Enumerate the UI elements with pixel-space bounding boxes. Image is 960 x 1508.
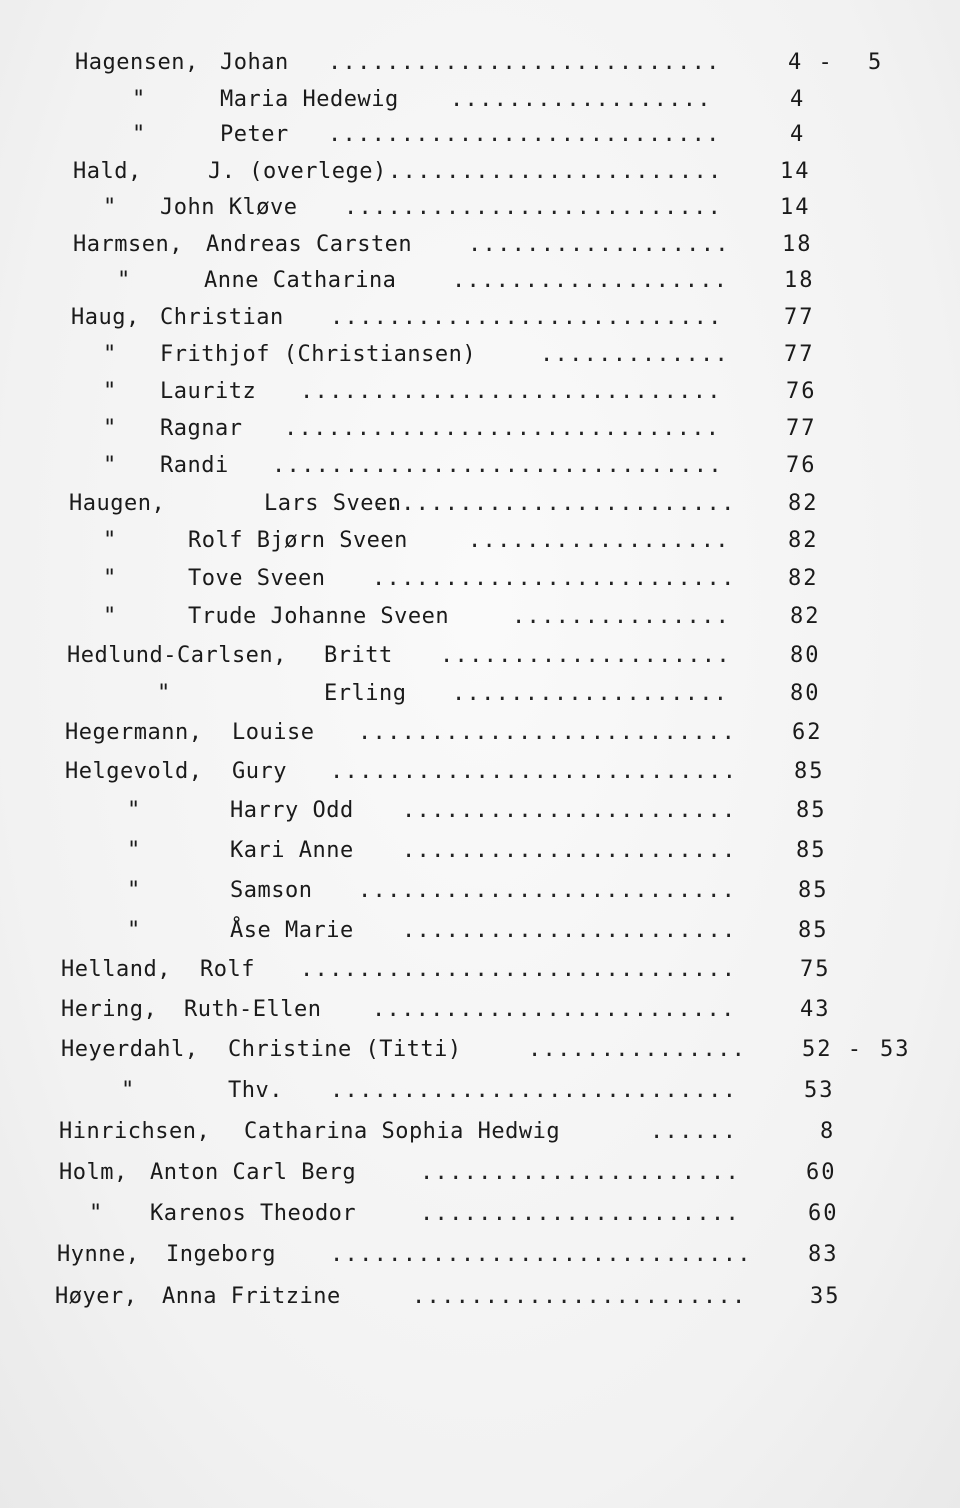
entry-given-name: Anna Fritzine <box>162 1284 341 1309</box>
entry-given-name: Louise <box>232 720 315 745</box>
leader-dots: ....................... <box>402 918 737 943</box>
index-entry <box>0 193 960 223</box>
entry-surname: Hagensen, <box>75 50 199 75</box>
entry-given-name: John Kløve <box>160 195 298 220</box>
page-number: 80 <box>790 643 821 668</box>
index-entry <box>0 157 960 187</box>
entry-given-name: Kari Anne <box>230 838 354 863</box>
page-number: 8 <box>820 1119 836 1144</box>
entry-surname: " <box>127 878 141 903</box>
entry-surname: " <box>132 122 146 147</box>
index-entry <box>0 340 960 370</box>
page-number: 85 <box>796 838 827 863</box>
entry-given-name: Andreas Carsten <box>206 232 413 257</box>
entry-surname: Hering, <box>61 997 158 1022</box>
page-number: 75 <box>800 957 831 982</box>
page-number: 4 <box>790 87 806 112</box>
entry-surname: Harmsen, <box>73 232 183 257</box>
entry-given-name: Christian <box>160 305 284 330</box>
leader-dots: .................. <box>468 528 730 553</box>
leader-dots: ................... <box>452 681 729 706</box>
index-entry <box>0 85 960 115</box>
index-entry <box>0 876 960 906</box>
leader-dots: ............................ <box>330 1078 738 1103</box>
page-number: 60 <box>806 1160 837 1185</box>
index-entry <box>0 1158 960 1188</box>
entry-surname: Hald, <box>73 159 142 184</box>
leader-dots: ............. <box>540 342 730 367</box>
page-number: 60 <box>808 1201 839 1226</box>
entry-given-name: Rolf <box>200 957 255 982</box>
leader-dots: ....................... <box>412 1284 747 1309</box>
page-number: 83 <box>808 1242 839 1267</box>
entry-surname: " <box>121 1078 135 1103</box>
index-entry <box>0 303 960 333</box>
leader-dots: ....................... <box>402 838 737 863</box>
entry-surname: Helgevold, <box>65 759 203 784</box>
leader-dots: ...................... <box>420 1201 740 1226</box>
page-number: 85 <box>798 878 829 903</box>
index-entry <box>0 602 960 632</box>
entry-surname: " <box>157 681 171 706</box>
entry-given-name: Lars Sveen <box>264 491 402 516</box>
index-entry <box>0 120 960 150</box>
entry-surname: " <box>103 604 117 629</box>
page-number: 82 <box>788 528 819 553</box>
page-number: 76 <box>786 453 817 478</box>
page-number: 62 <box>792 720 823 745</box>
index-entry <box>0 1076 960 1106</box>
entry-surname: " <box>127 838 141 863</box>
entry-surname: " <box>132 87 146 112</box>
page-number: 77 <box>784 305 815 330</box>
entry-given-name: Tove Sveen <box>188 566 326 591</box>
entry-surname: Hinrichsen, <box>59 1119 211 1144</box>
entry-surname: " <box>103 453 117 478</box>
index-entry <box>0 377 960 407</box>
index-entry <box>0 1117 960 1147</box>
entry-surname: Hegermann, <box>65 720 203 745</box>
leader-dots: ......................... <box>372 997 736 1022</box>
leader-dots: ......................... <box>372 491 736 516</box>
leader-dots: ...................... <box>420 1160 740 1185</box>
entry-surname: " <box>103 566 117 591</box>
leader-dots: .............................. <box>300 957 737 982</box>
leader-dots: ............................. <box>300 379 722 404</box>
page-number: 14 <box>780 195 811 220</box>
index-entry <box>0 48 960 78</box>
leader-dots: ....................... <box>402 798 737 823</box>
leader-dots: ............................... <box>272 453 723 478</box>
leader-dots: ...... <box>650 1119 738 1144</box>
entry-surname: Holm, <box>59 1160 128 1185</box>
index-entry <box>0 679 960 709</box>
entry-surname: " <box>103 379 117 404</box>
leader-dots: ......................... <box>372 566 736 591</box>
entry-surname: Hynne, <box>57 1242 140 1267</box>
index-entry <box>0 489 960 519</box>
entry-given-name: Gury <box>232 759 287 784</box>
entry-surname: Helland, <box>61 957 171 982</box>
entry-given-name: Samson <box>230 878 313 903</box>
entry-surname: " <box>89 1201 103 1226</box>
entry-given-name: Åse Marie <box>230 918 354 943</box>
entry-given-name: Trude Johanne Sveen <box>188 604 450 629</box>
leader-dots: ............................. <box>330 1242 752 1267</box>
entry-given-name: Catharina Sophia Hedwig <box>244 1119 561 1144</box>
entry-given-name: Rolf Bjørn Sveen <box>188 528 408 553</box>
entry-surname: " <box>103 416 117 441</box>
entry-given-name: Peter <box>220 122 289 147</box>
entry-surname: " <box>127 918 141 943</box>
index-entry <box>0 526 960 556</box>
page-number: 53 <box>804 1078 835 1103</box>
entry-surname: " <box>103 195 117 220</box>
leader-dots: ................... <box>452 268 729 293</box>
page-number: 82 <box>788 566 819 591</box>
entry-given-name: Harry Odd <box>230 798 354 823</box>
page-number: 82 <box>788 491 819 516</box>
leader-dots: ........................... <box>330 305 723 330</box>
entry-given-name: Ingeborg <box>166 1242 276 1267</box>
index-entry <box>0 414 960 444</box>
index-entry <box>0 1199 960 1229</box>
leader-dots: .................... <box>440 643 731 668</box>
leader-dots: ............... <box>512 604 731 629</box>
entry-given-name: Randi <box>160 453 229 478</box>
leader-dots: .......................... <box>358 878 737 903</box>
entry-surname: " <box>103 342 117 367</box>
entry-surname: " <box>117 268 131 293</box>
leader-dots: ............... <box>528 1037 747 1062</box>
entry-given-name: Christine (Titti) <box>228 1037 462 1062</box>
entry-surname: " <box>103 528 117 553</box>
index-entry <box>0 564 960 594</box>
leader-dots: ............................ <box>330 759 738 784</box>
index-entry <box>0 718 960 748</box>
entry-given-name: Anne Catharina <box>204 268 397 293</box>
page-number: 43 <box>800 997 831 1022</box>
index-entry <box>0 1282 960 1312</box>
entry-surname: " <box>127 798 141 823</box>
entry-given-name: Maria Hedewig <box>220 87 399 112</box>
page-number: 14 <box>780 159 811 184</box>
index-entry <box>0 796 960 826</box>
entry-given-name: Ragnar <box>160 416 243 441</box>
entry-given-name: Johan <box>220 50 289 75</box>
leader-dots: .......................... <box>358 720 737 745</box>
entry-surname: Haug, <box>71 305 140 330</box>
page-number-end: 53 <box>880 1037 911 1062</box>
page-number: 77 <box>784 342 815 367</box>
page-number: 80 <box>790 681 821 706</box>
entry-given-name: Thv. <box>228 1078 283 1103</box>
leader-dots: .................. <box>468 232 730 257</box>
entry-surname: Heyerdahl, <box>61 1037 199 1062</box>
page-number: 85 <box>794 759 825 784</box>
index-entry <box>0 266 960 296</box>
entry-given-name: J. (overlege) <box>208 159 387 184</box>
leader-dots: .............................. <box>284 416 721 441</box>
page-number: 85 <box>796 798 827 823</box>
page-number: 18 <box>784 268 815 293</box>
index-entry <box>0 230 960 260</box>
entry-given-name: Lauritz <box>160 379 257 404</box>
entry-given-name: Karenos Theodor <box>150 1201 357 1226</box>
page-number: 4 <box>790 122 806 147</box>
entry-surname: Høyer, <box>55 1284 138 1309</box>
page-number: 82 <box>790 604 821 629</box>
index-entry <box>0 1240 960 1270</box>
page-number: 18 <box>782 232 813 257</box>
index-entry <box>0 955 960 985</box>
entry-given-name: Erling <box>324 681 407 706</box>
index-entry <box>0 757 960 787</box>
page-number: 85 <box>798 918 829 943</box>
page-number: 35 <box>810 1284 841 1309</box>
page-number: 4 - <box>788 50 834 75</box>
index-entry <box>0 836 960 866</box>
leader-dots: ........................... <box>328 122 721 147</box>
page-number: 76 <box>786 379 817 404</box>
entry-given-name: Frithjof (Christiansen) <box>160 342 477 367</box>
page-number: 77 <box>786 416 817 441</box>
leader-dots: .......................... <box>344 195 723 220</box>
entry-surname: Haugen, <box>69 491 166 516</box>
index-entry <box>0 451 960 481</box>
leader-dots: ........................... <box>328 50 721 75</box>
index-entry <box>0 995 960 1025</box>
entry-surname: Hedlund-Carlsen, <box>67 643 287 668</box>
page-number-end: 5 <box>868 50 884 75</box>
leader-dots: .................. <box>450 87 712 112</box>
entry-given-name: Britt <box>324 643 393 668</box>
index-entry <box>0 1035 960 1065</box>
entry-given-name: Ruth-Ellen <box>184 997 322 1022</box>
leader-dots: ....................... <box>388 159 723 184</box>
index-entry <box>0 641 960 671</box>
index-entry <box>0 916 960 946</box>
entry-given-name: Anton Carl Berg <box>150 1160 357 1185</box>
page-number: 52 - <box>802 1037 863 1062</box>
